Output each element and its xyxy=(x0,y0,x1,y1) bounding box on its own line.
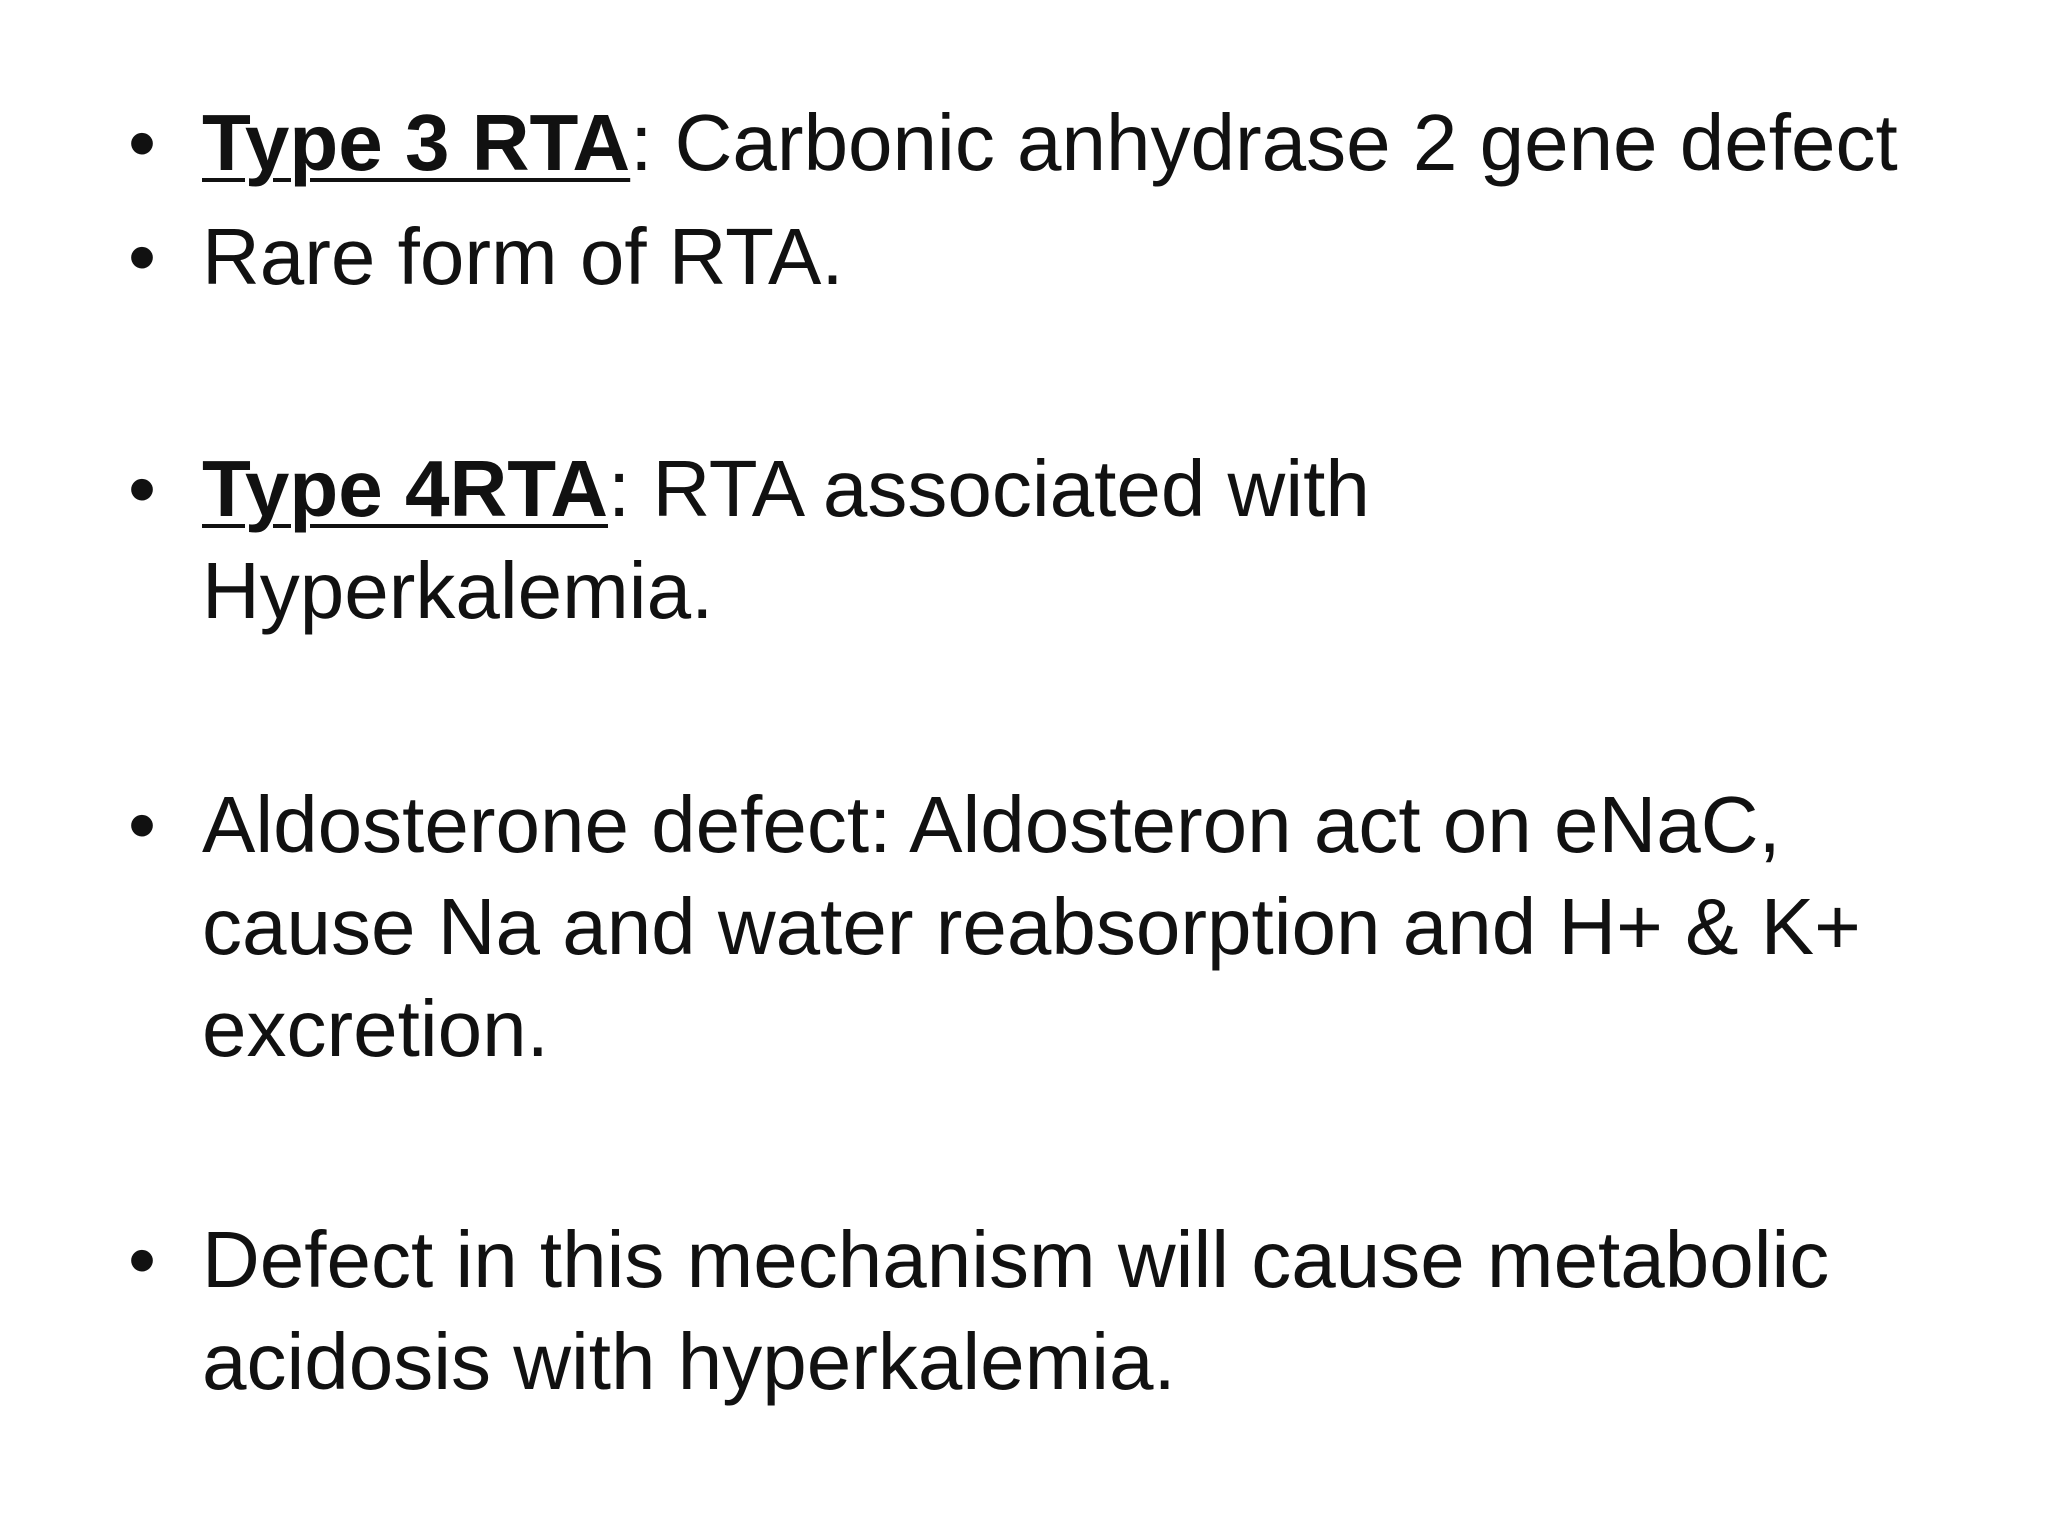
bullet-text xyxy=(202,774,1861,1080)
bullet-dot: • xyxy=(128,98,157,187)
bullet-dot: • xyxy=(128,444,157,533)
bullet-text xyxy=(202,92,1898,194)
bullet-text: Rare form of RTA. xyxy=(202,212,844,301)
aldosterone-line3: excretion. xyxy=(202,984,549,1073)
aldosterone-line1: Aldosterone defect: Aldosteron act on eNaC, xyxy=(202,780,1781,869)
definition-type4-rta-line1: : RTA associated with xyxy=(607,444,1370,533)
mechanism-line1: Defect in this mechanism will cause metabolic xyxy=(202,1215,1830,1304)
term-type4-rta: Type 4RTA xyxy=(202,444,608,533)
bullet-text xyxy=(202,438,1370,642)
bullet-dot: • xyxy=(128,1215,157,1304)
definition-type3-rta: : Carbonic anhydrase 2 gene defect xyxy=(630,98,1898,187)
term-type3-rta: Type 3 RTA xyxy=(202,98,631,187)
definition-type4-rta-line2: Hyperkalemia. xyxy=(202,546,714,635)
bullet-dot: • xyxy=(128,212,157,301)
bullet-dot: • xyxy=(128,780,157,869)
mechanism-line2: acidosis with hyperkalemia. xyxy=(202,1317,1176,1406)
bullet-text xyxy=(202,1209,1829,1413)
aldosterone-line2: cause Na and water reabsorption and H+ & K+ xyxy=(202,882,1861,971)
